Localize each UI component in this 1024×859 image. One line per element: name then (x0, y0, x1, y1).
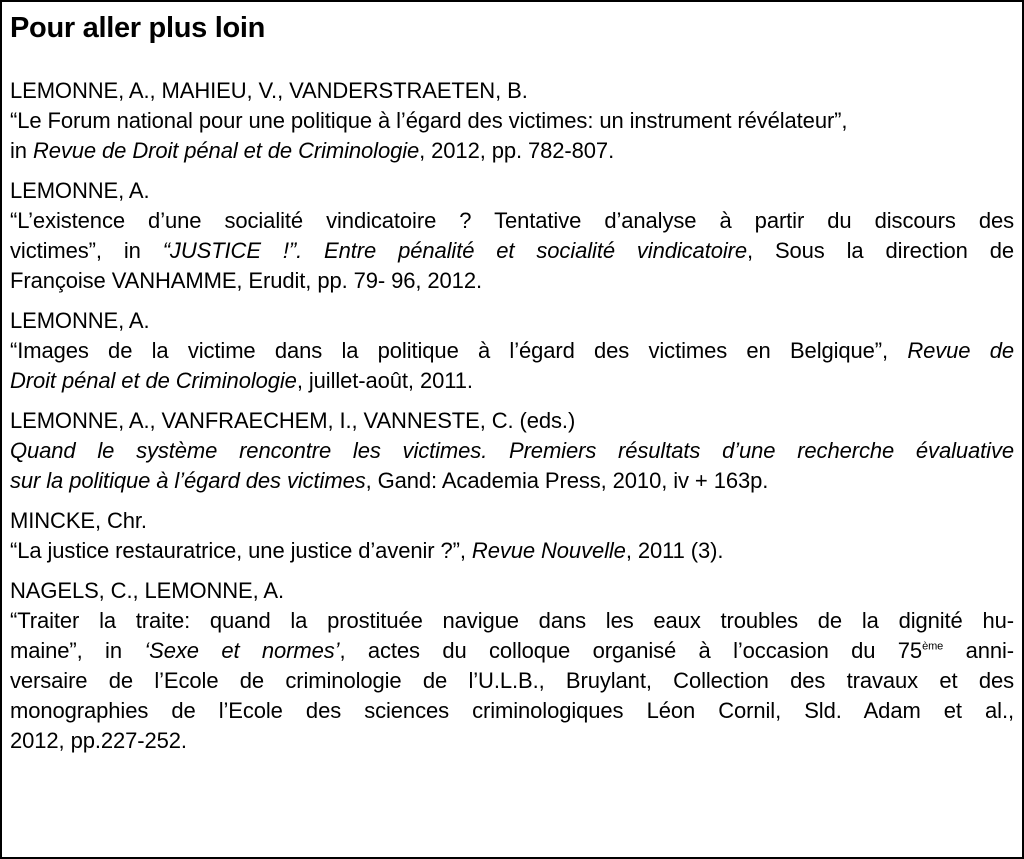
reference-entry (10, 576, 1014, 756)
reference-text: , 2012, pp. 782-807. (419, 138, 615, 163)
reference-text (10, 236, 1014, 266)
reference-text: “Le Forum national pour une politique à l’égard des victimes: un instrument révélateur”, (10, 108, 848, 133)
reference-text: 2012, pp.227-252. (10, 728, 187, 753)
reference-entry (10, 306, 1014, 396)
reference-source: “JUSTICE !”. Entre pénalité et socialité vindicatoire (162, 238, 747, 263)
reference-authors: LEMONNE, A. (10, 308, 150, 333)
reference-text: victimes”, in (10, 238, 163, 263)
reference-text (10, 136, 1014, 166)
reference-entry (10, 176, 1014, 296)
reference-text (10, 366, 1014, 396)
reference-text (10, 636, 1014, 666)
reference-authors: NAGELS, C., LEMONNE, A. (10, 578, 284, 603)
document-content (10, 6, 1014, 766)
reference-text (10, 536, 1014, 566)
reference-text: Françoise VANHAMME, Erudit, pp. 79- 96, 2012. (10, 268, 482, 293)
reference-source: ‘Sexe et normes’ (144, 638, 340, 663)
reference-authors: LEMONNE, A. (10, 178, 150, 203)
reference-text: , juillet-août, 2011. (296, 368, 473, 393)
reference-text: “Images de la victime dans la politique à l’égard des victimes en Belgique”, (10, 338, 908, 363)
reference-authors: MINCKE, Chr. (10, 508, 147, 533)
superscript: ème (922, 640, 944, 653)
page-title: Pour aller plus loin (10, 12, 266, 44)
reference-entry (10, 506, 1014, 566)
reference-text: maine”, in (10, 638, 145, 663)
reference-source: Revue de (907, 338, 1014, 363)
reference-text: , 2011 (3). (625, 538, 724, 563)
reference-text: anni- (943, 638, 1014, 663)
reference-text (10, 466, 1014, 496)
reference-source: Quand le système rencontre les victimes. Premiers résultats d’une recherche évaluative (10, 438, 1014, 463)
reference-source: sur la politique à l’égard des victimes (10, 468, 366, 493)
reference-authors: LEMONNE, A., MAHIEU, V., VANDERSTRAETEN, B. (10, 78, 528, 103)
reference-source: Revue de Droit pénal et de Criminologie (32, 138, 420, 163)
reference-authors: LEMONNE, A., VANFRAECHEM, I., VANNESTE, C. (eds.) (10, 408, 576, 433)
reference-text (10, 436, 1014, 466)
reference-text: “L’existence d’une socialité vindicatoire ? Tentative d’analyse à partir du discours des (10, 208, 1014, 233)
reference-source: Revue Nouvelle (471, 538, 626, 563)
reference-text: “La justice restauratrice, une justice d’avenir ?”, (10, 538, 472, 563)
reference-text: , Gand: Academia Press, 2010, iv + 163p. (365, 468, 769, 493)
reference-text: , actes du colloque organisé à l’occasion du 75 (339, 638, 923, 663)
reference-text: monographies de l’Ecole des sciences criminologiques Léon Cornil, Sld. Adam et al., (10, 698, 1014, 723)
reference-entry (10, 406, 1014, 496)
reference-text: “Traiter la traite: quand la prostituée navigue dans les eaux troubles de la dignité hu- (10, 608, 1014, 633)
reference-text (10, 336, 1014, 366)
reference-source: Droit pénal et de Criminologie (10, 368, 297, 393)
reference-entry (10, 76, 1014, 166)
reference-text: in (10, 138, 33, 163)
reference-text: versaire de l’Ecole de criminologie de l’U.L.B., Bruylant, Collection des travaux et des (10, 668, 1014, 693)
reference-text: , Sous la direction de (747, 238, 1014, 263)
